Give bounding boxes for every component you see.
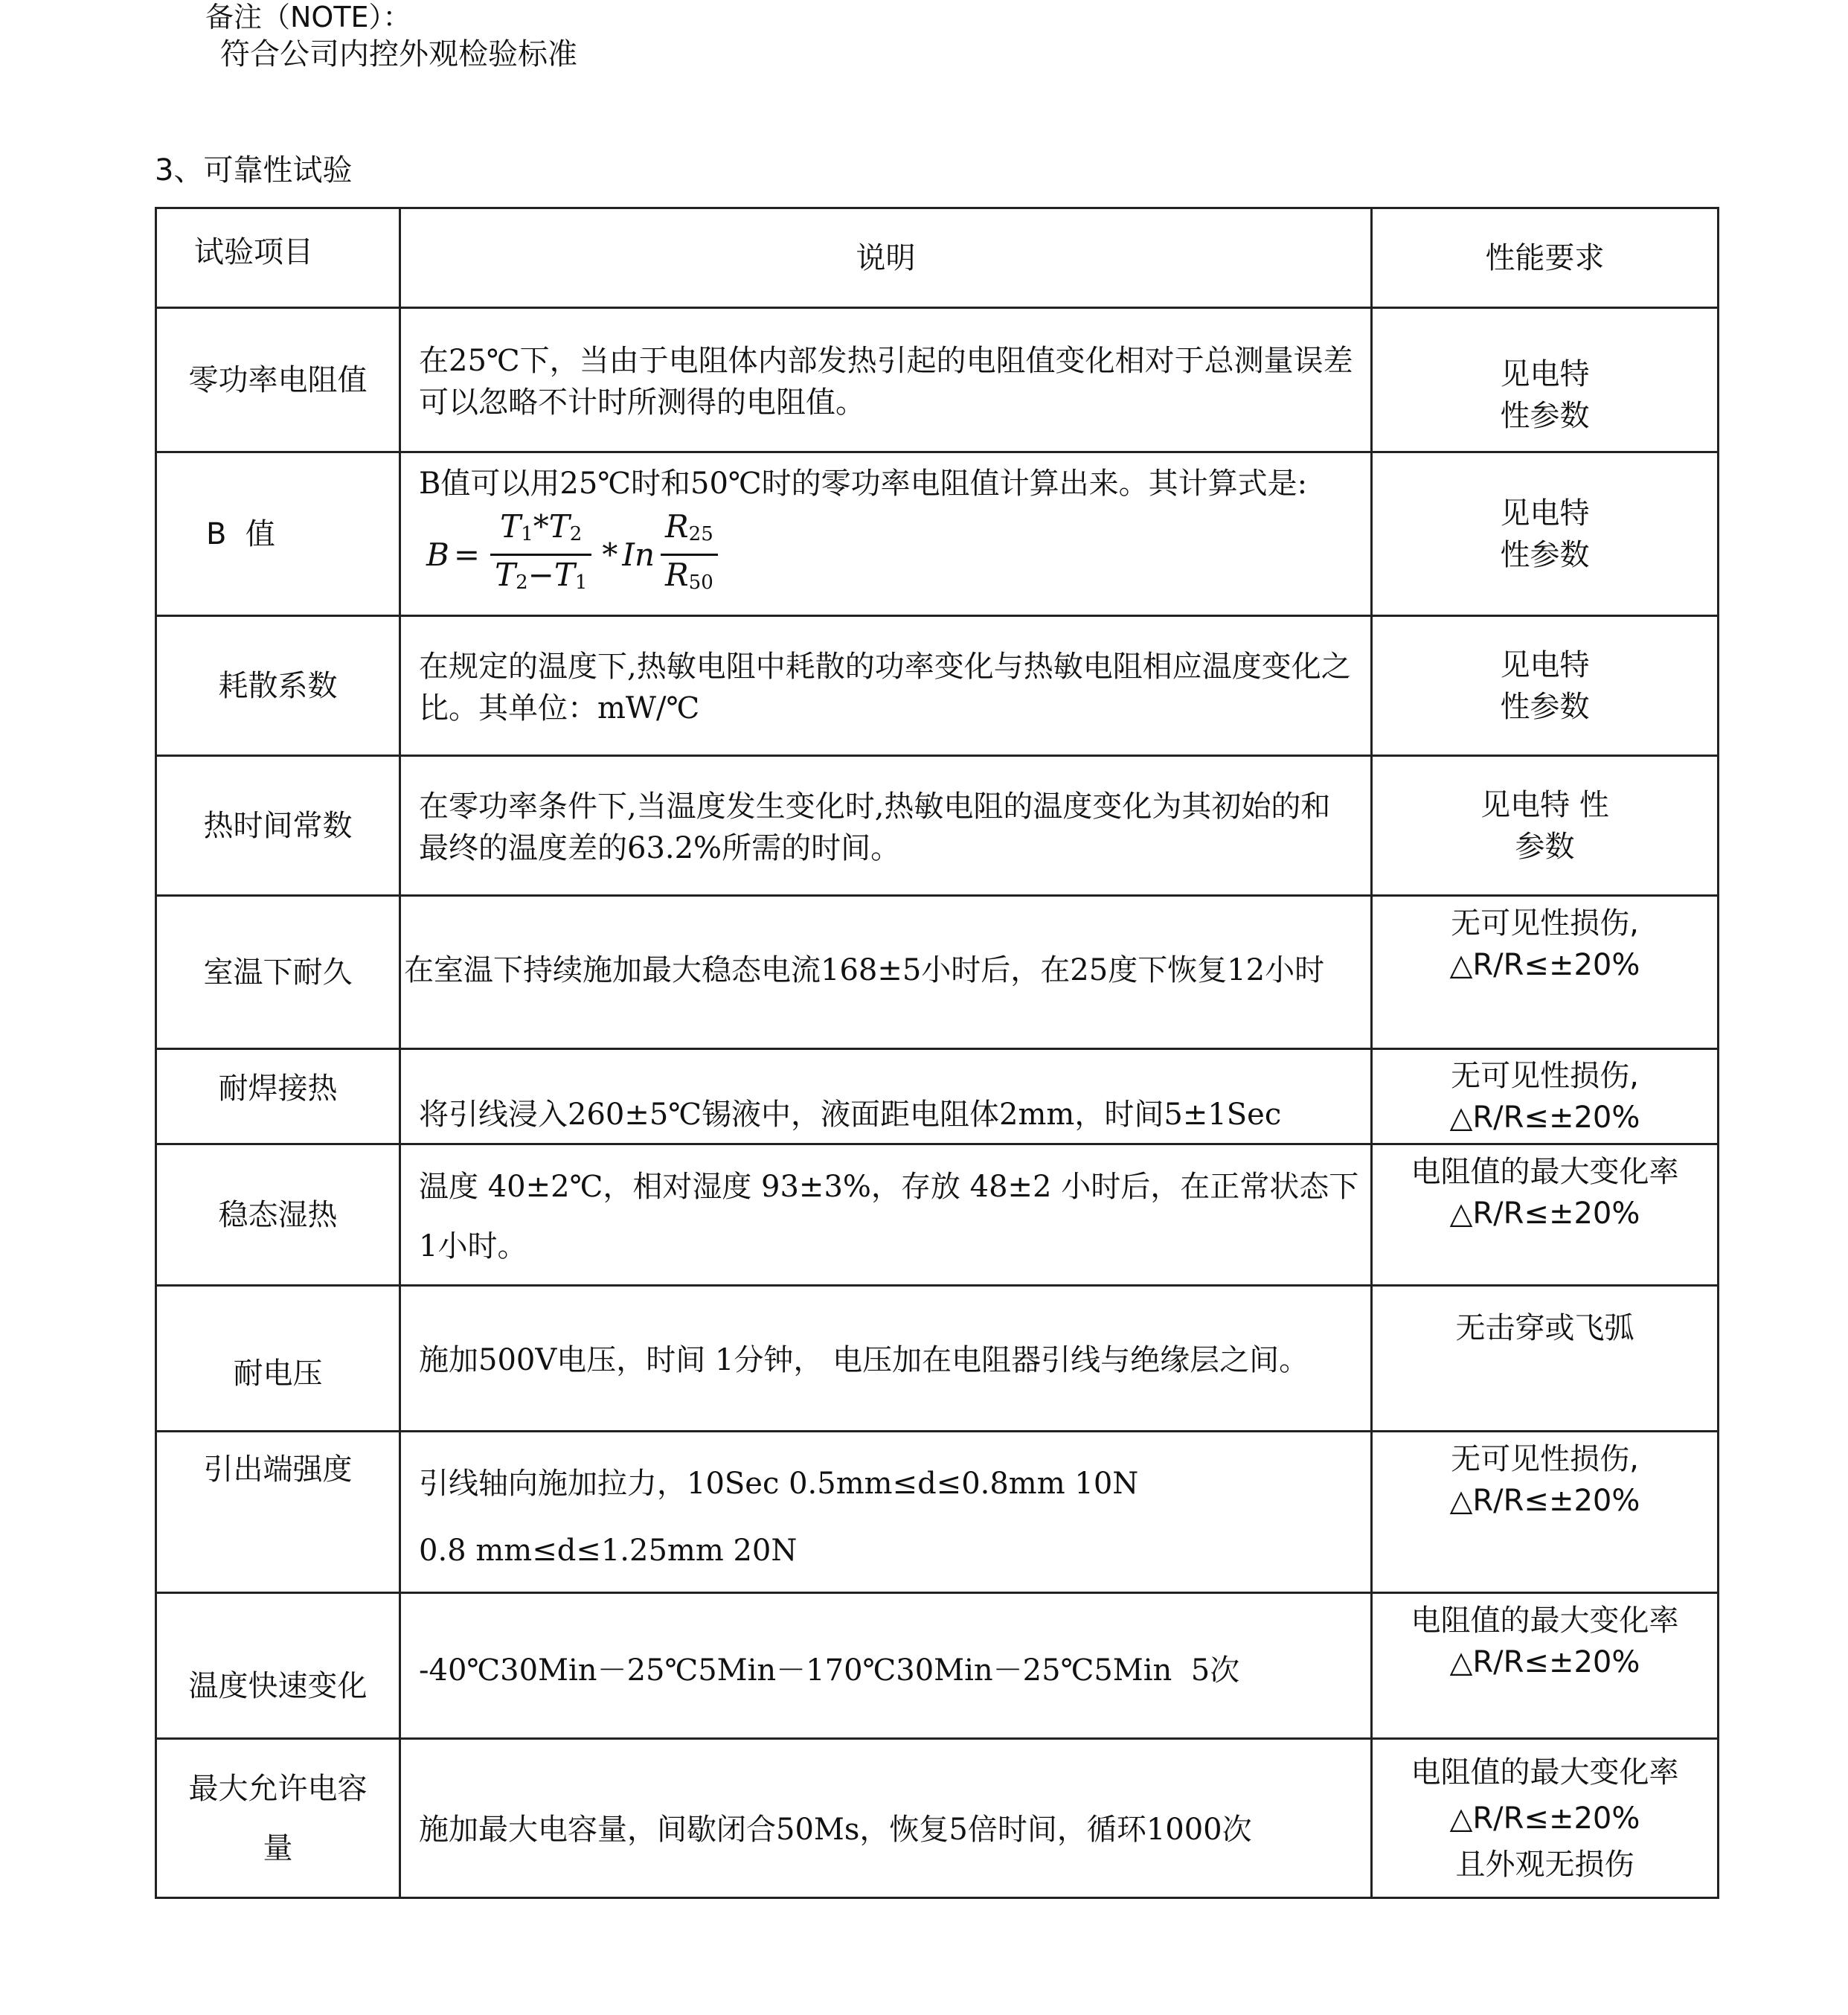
- row-description: [400, 1049, 1372, 1144]
- formula-symbol: T: [554, 557, 575, 593]
- formula-ln: In: [622, 536, 655, 573]
- row-item-label: 室温下耐久: [203, 955, 353, 990]
- formula-subscript: 50: [688, 571, 713, 594]
- row-description: [400, 896, 1372, 1049]
- requirement-line: △R/R≤±20%: [1449, 1484, 1640, 1518]
- row-item: [156, 1593, 400, 1739]
- row-item: [156, 896, 400, 1049]
- table-row: [156, 1432, 1719, 1593]
- formula-operator: −: [527, 557, 554, 593]
- reliability-test-table: [155, 207, 1719, 1899]
- row-item-label: B 值: [206, 516, 275, 551]
- row-item-label: 耗散系数: [218, 668, 338, 703]
- formula-fraction-temperature: [490, 507, 591, 602]
- formula-numerator: [495, 507, 586, 554]
- row-item: [156, 1432, 400, 1593]
- header-description: [400, 208, 1372, 308]
- formula-subscript: 25: [688, 523, 713, 545]
- requirement-line: 见电特: [1500, 496, 1590, 531]
- row-item-label: 耐焊接热: [218, 1071, 338, 1106]
- formula-subscript: 2: [569, 523, 583, 545]
- table-row: [156, 1049, 1719, 1144]
- formula-equals: =: [453, 536, 481, 573]
- row-description: [400, 1432, 1372, 1593]
- formula-symbol: R: [665, 508, 689, 545]
- row-requirement: [1372, 1593, 1719, 1739]
- formula-denominator: [661, 556, 718, 602]
- formula-operator: *: [533, 508, 549, 545]
- requirement-line: △R/R≤±20%: [1449, 1196, 1640, 1231]
- row-item: [156, 1286, 400, 1432]
- formula-symbol: T: [495, 557, 516, 593]
- row-item-label: 最大允许电容: [188, 1771, 368, 1806]
- row-description-text: 将引线浸入260±5℃锡液中，液面距电阻体2mm，时间5±1Sec: [419, 1098, 1282, 1132]
- row-item: [156, 1739, 400, 1898]
- requirement-line: △R/R≤±20%: [1449, 1801, 1640, 1836]
- formula-fraction-resistance: [661, 507, 718, 602]
- requirement-line: 无可见性损伤,: [1451, 1442, 1639, 1476]
- row-description-line: 0.8 mm≤d≤1.25mm 20N: [419, 1534, 798, 1568]
- row-description: [400, 1593, 1372, 1739]
- row-description-text: 温度 40±2℃，相对湿度 93±3%，存放 48±2 小时后，在正常状态下1小时。: [419, 1169, 1359, 1263]
- row-description: [400, 452, 1372, 616]
- table-row: [156, 1286, 1719, 1432]
- row-description: [400, 1286, 1372, 1432]
- row-item: [156, 452, 400, 616]
- table-header-row: [156, 208, 1719, 308]
- requirement-line: 见电特: [1500, 356, 1590, 391]
- header-requirement-label: 性能要求: [1485, 240, 1605, 275]
- row-item-label: 温度快速变化: [188, 1668, 368, 1703]
- requirement-line: 无击穿或飞弧: [1455, 1311, 1634, 1345]
- formula-subscript: 1: [574, 571, 588, 594]
- header-description-label: 说明: [856, 240, 916, 275]
- row-item-label: 零功率电阻值: [188, 362, 368, 397]
- row-requirement: [1372, 308, 1719, 452]
- row-description-text: 在规定的温度下,热敏电阻中耗散的功率变化与热敏电阻相应温度变化之比。其单位：mW/℃: [419, 649, 1351, 725]
- table-row: [156, 308, 1719, 452]
- row-requirement: [1372, 1144, 1719, 1286]
- header-test-item-label: 试验项目: [194, 235, 313, 269]
- formula-subscript: 2: [516, 571, 528, 594]
- row-description-line: 引线轴向施加拉力，10Sec 0.5mm≤d≤0.8mm 10N: [419, 1467, 1139, 1501]
- row-description: [400, 1144, 1372, 1286]
- row-description-text: 施加最大电容量，间歇闭合50Ms，恢复5倍时间，循环1000次: [419, 1812, 1252, 1847]
- row-description: [400, 616, 1372, 756]
- requirement-line: 电阻值的最大变化率: [1411, 1604, 1679, 1638]
- b-value-formula: [426, 507, 1360, 602]
- row-description-text: -40℃30Min－25℃5Min－170℃30Min－25℃5Min 5次: [419, 1653, 1240, 1688]
- formula-symbol: T: [548, 508, 570, 545]
- row-item-label: 稳态湿热: [218, 1197, 338, 1232]
- row-item-label: 热时间常数: [203, 808, 353, 843]
- table-row: [156, 756, 1719, 896]
- formula-symbol: T: [500, 508, 522, 545]
- row-description: [400, 308, 1372, 452]
- table-row: [156, 452, 1719, 616]
- requirement-line: 参数: [1515, 829, 1575, 864]
- requirement-line: 电阻值的最大变化率: [1411, 1755, 1679, 1790]
- requirement-line: 性参数: [1500, 537, 1590, 572]
- row-item: [156, 308, 400, 452]
- row-item-label: 量: [263, 1830, 293, 1865]
- requirement-line: 无可见性损伤,: [1451, 906, 1639, 941]
- row-description: [400, 756, 1372, 896]
- formula-symbol: R: [665, 557, 689, 593]
- row-requirement: [1372, 1739, 1719, 1898]
- row-description-text: 在室温下持续施加最大稳态电流168±5小时后，在25度下恢复12小时: [404, 952, 1325, 987]
- table-row: [156, 1593, 1719, 1739]
- note-label: 备注（NOTE）：: [205, 1, 411, 33]
- requirement-line: 电阻值的最大变化率: [1411, 1155, 1679, 1189]
- row-requirement: [1372, 896, 1719, 1049]
- requirement-line: △R/R≤±20%: [1449, 1645, 1640, 1679]
- section-heading: 3、可靠性试验: [155, 153, 353, 188]
- row-requirement: [1372, 452, 1719, 616]
- table-row: [156, 896, 1719, 1049]
- table-row: [156, 1144, 1719, 1286]
- row-item: [156, 1049, 400, 1144]
- requirement-line: 且外观无损伤: [1455, 1847, 1634, 1882]
- row-description: [400, 1739, 1372, 1898]
- requirement-line: △R/R≤±20%: [1449, 1100, 1640, 1135]
- formula-operator: *: [602, 536, 618, 573]
- header-test-item: [156, 208, 400, 308]
- requirement-line: 性参数: [1500, 398, 1590, 433]
- row-description-text: 施加500V电压，时间 1分钟， 电压加在电阻器引线与绝缘层之间。: [419, 1342, 1309, 1377]
- requirement-line: 见电特 性: [1480, 787, 1609, 822]
- row-description-text: B值可以用25℃时和50℃时的零功率电阻值计算出来。其计算式是:: [419, 467, 1308, 501]
- table-row: [156, 1739, 1719, 1898]
- row-item: [156, 1144, 400, 1286]
- row-requirement: [1372, 1432, 1719, 1593]
- row-requirement: [1372, 1049, 1719, 1144]
- row-item: [156, 616, 400, 756]
- requirement-line: 见电特: [1500, 647, 1590, 682]
- row-item-label: 耐电压: [233, 1356, 323, 1391]
- row-item-label: 引出端强度: [203, 1452, 353, 1487]
- requirement-line: △R/R≤±20%: [1449, 948, 1640, 982]
- formula-denominator: [490, 556, 591, 602]
- row-requirement: [1372, 756, 1719, 896]
- formula-subscript: 1: [521, 523, 533, 545]
- formula-lhs: B: [426, 536, 449, 573]
- row-description-text: 在25℃下，当由于电阻体内部发热引起的电阻值变化相对于总测量误差可以忽略不计时所测得的电阻值。: [419, 343, 1353, 420]
- row-requirement: [1372, 616, 1719, 756]
- note-text: 符合公司内控外观检验标准: [220, 37, 577, 71]
- header-requirement: [1372, 208, 1719, 308]
- row-item: [156, 756, 400, 896]
- row-requirement: [1372, 1286, 1719, 1432]
- row-description-text: 在零功率条件下,当温度发生变化时,热敏电阻的温度变化为其初始的和最终的温度差的63.2%所需的时间。: [419, 789, 1331, 865]
- requirement-line: 性参数: [1500, 689, 1590, 724]
- formula-numerator: [661, 507, 718, 554]
- table-row: [156, 616, 1719, 756]
- requirement-line: 无可见性损伤,: [1451, 1058, 1639, 1093]
